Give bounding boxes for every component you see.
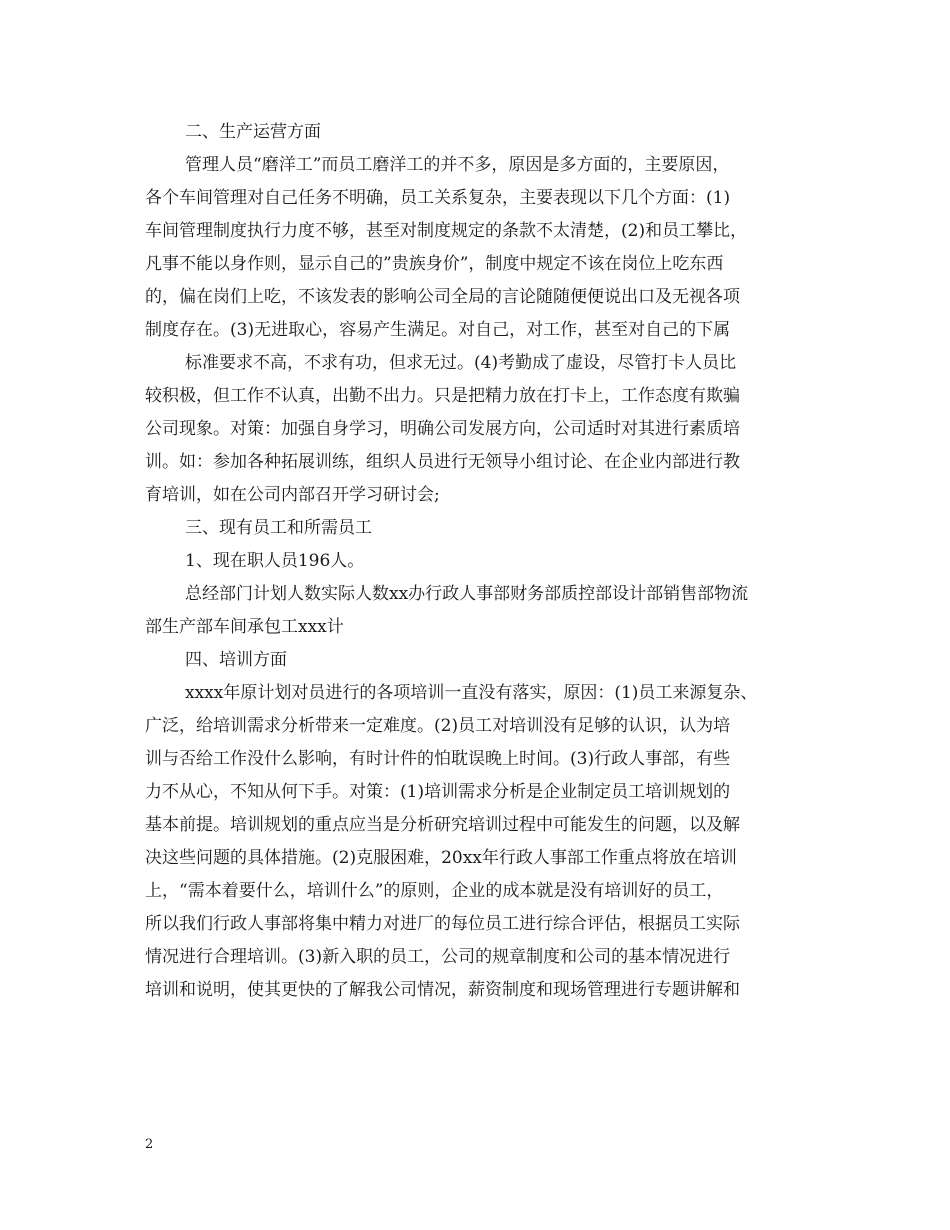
paragraph-line: 各个车间管理对自己任务不明确，员工关系复杂，主要表现以下几个方面：(1) xyxy=(145,188,731,208)
paragraph-line: 1、现在职人员196人。 xyxy=(185,551,365,571)
paragraph-line: 培训和说明，使其更快的了解我公司情况，薪资制度和现场管理进行专题讲解和 xyxy=(145,980,740,1000)
section-heading-training: 四、培训方面 xyxy=(185,650,287,670)
paragraph-line: 训。如：参加各种拓展训练，组织人员进行无领导小组讨论、在企业内部进行教 xyxy=(145,452,740,472)
paragraph-line: 上，“需本着要什么，培训什么”的原则，企业的成本就是没有培训好的员工， xyxy=(145,881,724,901)
paragraph-line: 管理人员“磨洋工”而员工磨洋工的并不多，原因是多方面的，主要原因， xyxy=(185,155,730,175)
paragraph-line: 情况进行合理培训。(3)新入职的员工，公司的规章制度和公司的基本情况进行 xyxy=(145,947,731,967)
paragraph-line: 标准要求不高，不求有功，但求无过。(4)考勤成了虚设，尽管打卡人员比 xyxy=(185,353,737,373)
paragraph-line: 广泛，给培训需求分析带来一定难度。(2)员工对培训没有足够的认识，认为培 xyxy=(145,716,731,736)
section-heading-production: 二、生产运营方面 xyxy=(185,122,321,142)
paragraph-line: 的，偏在岗们上吃，不该发表的影响公司全局的言论随随便便说出口及无视各项 xyxy=(145,287,740,307)
paragraph-line: 总经部门计划人数实际人数xx办行政人事部财务部质控部设计部销售部物流 xyxy=(185,584,749,604)
paragraph-line: 较积极，但工作不认真，出勤不出力。只是把精力放在打卡上，工作态度有欺骗 xyxy=(145,386,740,406)
paragraph-line: 基本前提。培训规划的重点应当是分析研究培训过程中可能发生的问题，以及解 xyxy=(145,815,740,835)
paragraph-line: 凡事不能以身作则，显示自己的”贵族身价”，制度中规定不该在岗位上吃东西 xyxy=(145,254,724,274)
paragraph-line: 制度存在。(3)无进取心，容易产生满足。对自己，对工作，甚至对自己的下属 xyxy=(145,320,731,340)
paragraph-line: 决这些问题的具体措施。(2)克服困难，20xx年行政人事部工作重点将放在培训 xyxy=(145,848,737,868)
paragraph-line: 育培训，如在公司内部召开学习研讨会; xyxy=(145,485,440,505)
paragraph-line: xxxx年原计划对员进行的各项培训一直没有落实，原因：(1)员工来源复杂、 xyxy=(185,683,758,703)
paragraph-line: 部生产部车间承包工xxx计 xyxy=(145,617,344,637)
page-number: 2 xyxy=(145,1137,154,1152)
document-body xyxy=(145,116,805,1007)
paragraph-line: 力不从心，不知从何下手。对策：(1)培训需求分析是企业制定员工培训规划的 xyxy=(145,782,731,802)
paragraph-line: 公司现象。对策：加强自身学习，明确公司发展方向，公司适时对其进行素质培 xyxy=(145,419,740,439)
section-heading-staff: 三、现有员工和所需员工 xyxy=(185,518,372,538)
paragraph-line: 车间管理制度执行力度不够，甚至对制度规定的条款不太清楚，(2)和员工攀比， xyxy=(145,221,748,241)
paragraph-line: 训与否给工作没什么影响，有时计件的怕耽误晚上时间。(3)行政人事部，有些 xyxy=(145,749,731,769)
paragraph-line: 所以我们行政人事部将集中精力对进厂的每位员工进行综合评估，根据员工实际 xyxy=(145,914,740,934)
